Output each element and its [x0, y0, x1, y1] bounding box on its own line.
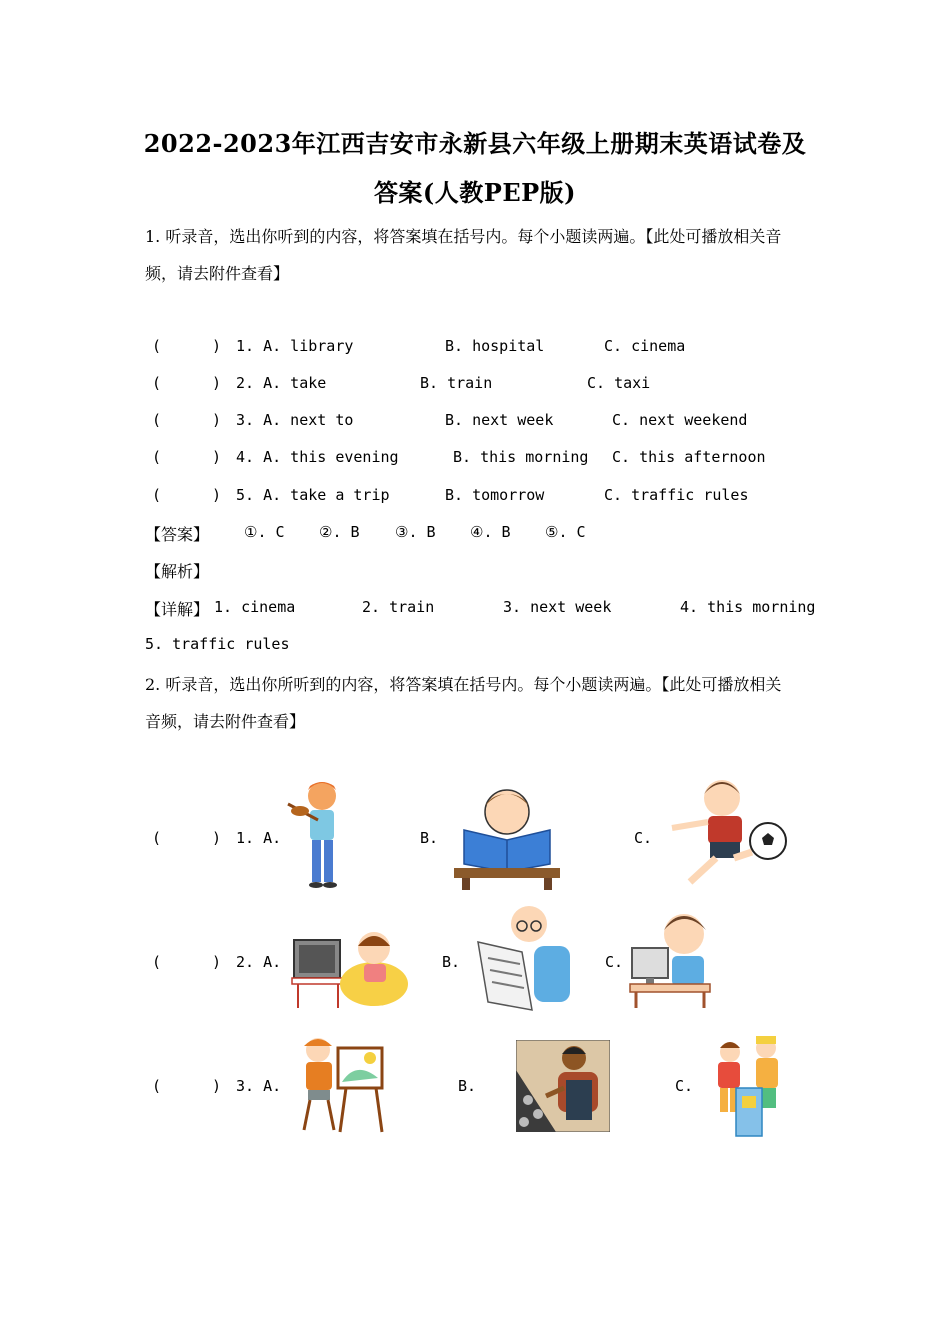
option-a-label: 1. A. [236, 829, 282, 847]
option-c-label: C. [605, 953, 624, 971]
option-b: B. hospital [445, 337, 545, 355]
option-c: C. next weekend [612, 411, 748, 429]
option-a-label: 2. A. [236, 953, 282, 971]
answer-paren-open: ( [152, 411, 162, 429]
reading-newspaper-picture [474, 902, 574, 1017]
option-a-label: 3. A. [236, 1077, 282, 1095]
football-boy-picture [660, 776, 790, 896]
option-a: 4. A. this evening [236, 448, 399, 466]
answer-paren-close: ) [212, 448, 222, 466]
answer-paren-close: ) [212, 953, 222, 971]
option-c: C. taxi [587, 374, 651, 392]
q1-instruction-line1: 1. 听录音，选出你听到的内容，将答案填在括号内。每个小题读两遍。【此处可播放相关音 [145, 227, 782, 246]
doing-dishes-picture [516, 1040, 610, 1132]
option-b: B. this morning [453, 448, 589, 466]
option-b: B. train [420, 374, 493, 392]
detail-1: 1. cinema [214, 598, 296, 616]
q1-instruction-line2: 频，请去附件查看】 [145, 264, 290, 283]
answer-5: ⑤. C [545, 523, 586, 541]
q2-instruction-line1: 2. 听录音，选出你所听到的内容，将答案填在括号内。每个小题读两遍。【此处可播放相关 [145, 675, 782, 694]
option-a: 1. A. library [236, 337, 354, 355]
answer-paren-close: ) [212, 337, 222, 355]
answer-3: ③. B [395, 523, 436, 541]
answer-paren-close: ) [212, 486, 222, 504]
option-b-label: B. [420, 829, 439, 847]
document-title-line1: 2022-2023年江西吉安市永新县六年级上册期末英语试卷及 [143, 129, 807, 158]
detail-5: 5. traffic rules [145, 635, 290, 653]
detail-2: 2. train [362, 598, 435, 616]
cooking-picture [708, 1032, 788, 1138]
answer-paren-open: ( [152, 1077, 162, 1095]
answer-paren-close: ) [212, 1077, 222, 1095]
detail-3: 3. next week [503, 598, 612, 616]
option-c-label: C. [675, 1077, 694, 1095]
detail-label: 【详解】 [145, 600, 210, 619]
answer-paren-close: ) [212, 411, 222, 429]
answer-1: ①. C [244, 523, 285, 541]
option-b: B. tomorrow [445, 486, 545, 504]
analysis-label: 【解析】 [145, 562, 210, 581]
using-computer-picture [628, 906, 714, 1011]
option-c: C. cinema [604, 337, 686, 355]
painting-boy-picture [296, 1034, 388, 1136]
option-a: 5. A. take a trip [236, 486, 390, 504]
answer-paren-open: ( [152, 486, 162, 504]
answer-paren-open: ( [152, 953, 162, 971]
option-b-label: B. [458, 1077, 477, 1095]
option-c: C. this afternoon [612, 448, 766, 466]
option-a: 3. A. next to [236, 411, 354, 429]
q2-instruction-line2: 音频，请去附件查看】 [145, 712, 306, 731]
answer-paren-close: ) [212, 829, 222, 847]
detail-4: 4. this morning [680, 598, 816, 616]
answer-paren-open: ( [152, 337, 162, 355]
answer-2: ②. B [319, 523, 360, 541]
answer-label: 【答案】 [145, 525, 210, 544]
answer-paren-open: ( [152, 374, 162, 392]
answer-paren-open: ( [152, 829, 162, 847]
option-a: 2. A. take [236, 374, 327, 392]
document-title-line2: 答案(人教PEP版) [373, 178, 577, 207]
option-b-label: B. [442, 953, 461, 971]
answer-4: ④. B [470, 523, 511, 541]
violin-boy-picture [282, 778, 352, 893]
option-b: B. next week [445, 411, 554, 429]
answer-paren-close: ) [212, 374, 222, 392]
answer-paren-open: ( [152, 448, 162, 466]
option-c: C. traffic rules [604, 486, 749, 504]
option-c-label: C. [634, 829, 653, 847]
watching-tv-picture [290, 918, 410, 1013]
reading-boy-picture [452, 782, 562, 892]
